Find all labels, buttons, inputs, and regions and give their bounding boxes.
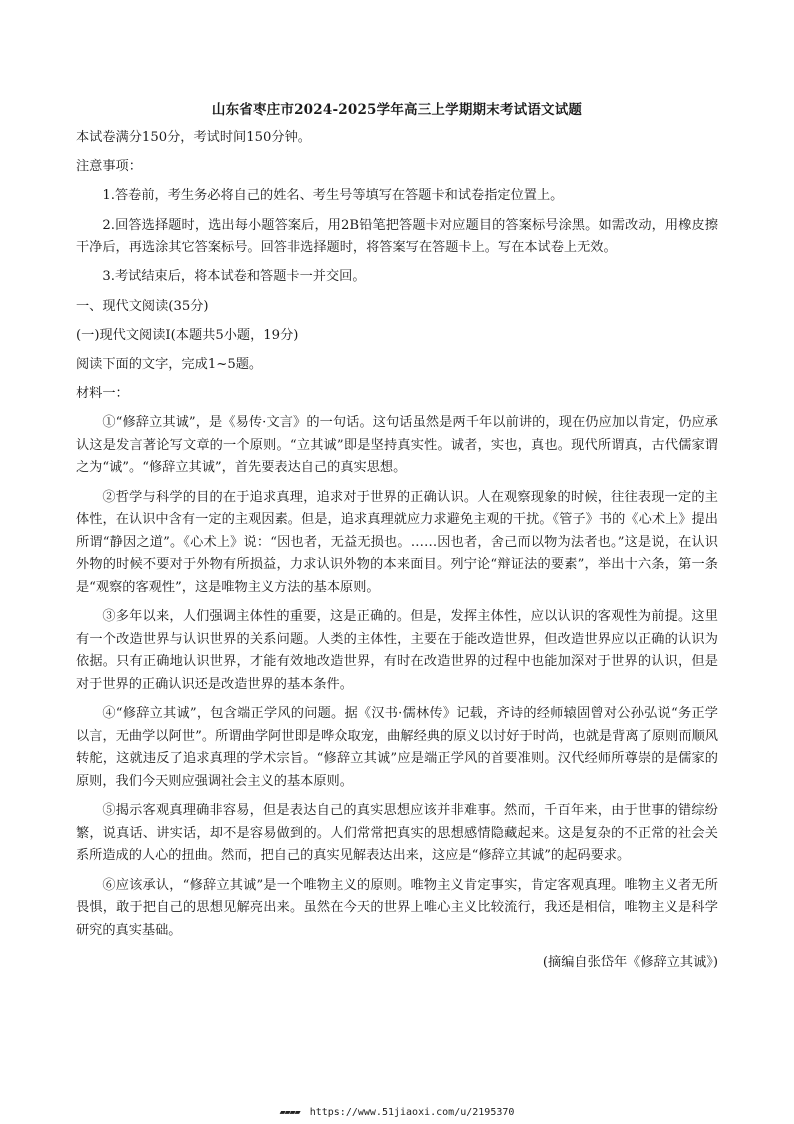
section-heading: 一、现代文阅读(35分) — [76, 298, 209, 314]
notice-item-1: 1.答卷前，考生务必将自己的姓名、考生号等填写在答题卡和试卷指定位置上。 — [102, 188, 564, 204]
watermark-logo: ▰▰▰▰ — [279, 1107, 300, 1118]
article-paragraph-6: ⑥应该承认，“修辞立其诚”是一个唯物主义的原则。唯物主义肯定事实，肯定客观真理。唯物主义者无所畏惧，敢于把自己的思想见解亮出来。虽然在今天的世界上唯心主义比较流行，我还是相信，唯物主义是科学研究的真实基础。 — [76, 877, 718, 938]
document-body — [76, 127, 718, 982]
footer-watermark — [0, 1107, 794, 1119]
article-paragraph-4: ④“修辞立其诚”，包含端正学风的问题。据《汉书·儒林传》记载，齐诗的经师辕固曾对公孙弘说“务正学以言，无曲学以阿世”。所谓曲学阿世即是哗众取宠，曲解经典的原义以讨好于时尚，也就是背离了原则而顺风转舵，这就违反了追求真理的学术宗旨。“修辞立其诚”应是端正学风的首要准则。汉代经师所尊崇的是儒家的原则，我们今天则应强调社会主义的基本原则。 — [76, 706, 718, 789]
exam-info: 本试卷满分150分，考试时间150分钟。 — [76, 130, 311, 145]
notice-heading: 注意事项： — [76, 159, 142, 175]
material-label: 材料一： — [76, 386, 129, 402]
article-paragraph-2: ②哲学与科学的目的在于追求真理，追求对于世界的正确认识。人在观察现象的时候，往往表现一定的主体性，在认识中含有一定的主观因素。但是，追求真理就应力求避免主观的干扰。《管子》书的《心术上》提出所谓“静因之道”。《心术上》说：“因也者，无益无损也。……因也者，舍己而以物为法者也。”这是说，在认识外物的时候不要对于外物有所损益，力求认识外物的本来面目。列宁论“辩证法的要素”，举出十六条，第一条是“观察的客观性”，这是唯物主义方法的基本原则。 — [76, 489, 718, 596]
article-paragraph-3: ③多年以来，人们强调主体性的重要，这是正确的。但是，发挥主体性，应以认识的客观性为前提。这里有一个改造世界与认识世界的关系问题。人类的主体性，主要在于能改造世界，但改造世界应以正确的认识为依据。只有正确地认识世界，才能有效地改造世界，有时在改造世界的过程中也能加深对于世界的认识，但是对于世界的正确认识还是改造世界的基本条件。 — [76, 609, 718, 692]
reading-instruction: 阅读下面的文字，完成1~5题。 — [76, 356, 263, 372]
subsection-heading: (一)现代文阅读Ⅰ(本题共5小题，19分) — [76, 327, 299, 343]
page-title: 山东省枣庄市2024-2025学年高三上学期期末考试语文试题 — [211, 102, 583, 118]
notice-item-2: 2.回答选择题时，选出每小题答案后，用2B铅笔把答题卡对应题目的答案标号涂黑。如需改动，用橡皮擦干净后，再选涂其它答案标号。回答非选择题时，将答案写在答题卡上。写在本试卷上无效。 — [76, 217, 718, 256]
article-paragraph-1: ①“修辞立其诚”，是《易传·文言》的一句话。这句话虽然是两千年以前讲的，现在仍应加以肯定，仍应承认这是发言著论写文章的一个原则。“立其诚”即是坚持真实性。诚者，实也，真也。现代所谓真，古代儒家谓之为“诚”。“修辞立其诚”，首先要表达自己的真实思想。 — [76, 415, 718, 476]
notice-item-3: 3.考试结束后，将本试卷和答题卡一并交回。 — [102, 269, 366, 285]
article-paragraph-5: ⑤揭示客观真理确非容易，但是表达自己的真实思想应该并非难事。然而，千百年来，由于世事的错综纷繁，说真话、讲实话，却不是容易做到的。人们常常把真实的思想感情隐藏起来。这是复杂的不正常的社会关系所造成的人心的扭曲。然而，把自己的真实见解表达出来，这应是“修辞立其诚”的起码要求。 — [76, 803, 718, 864]
footer-url[interactable]: https://www.51jiaoxi.com/u/2195370 — [309, 1107, 515, 1118]
source-citation: (摘编自张岱年《修辞立其诚》) — [542, 955, 718, 971]
